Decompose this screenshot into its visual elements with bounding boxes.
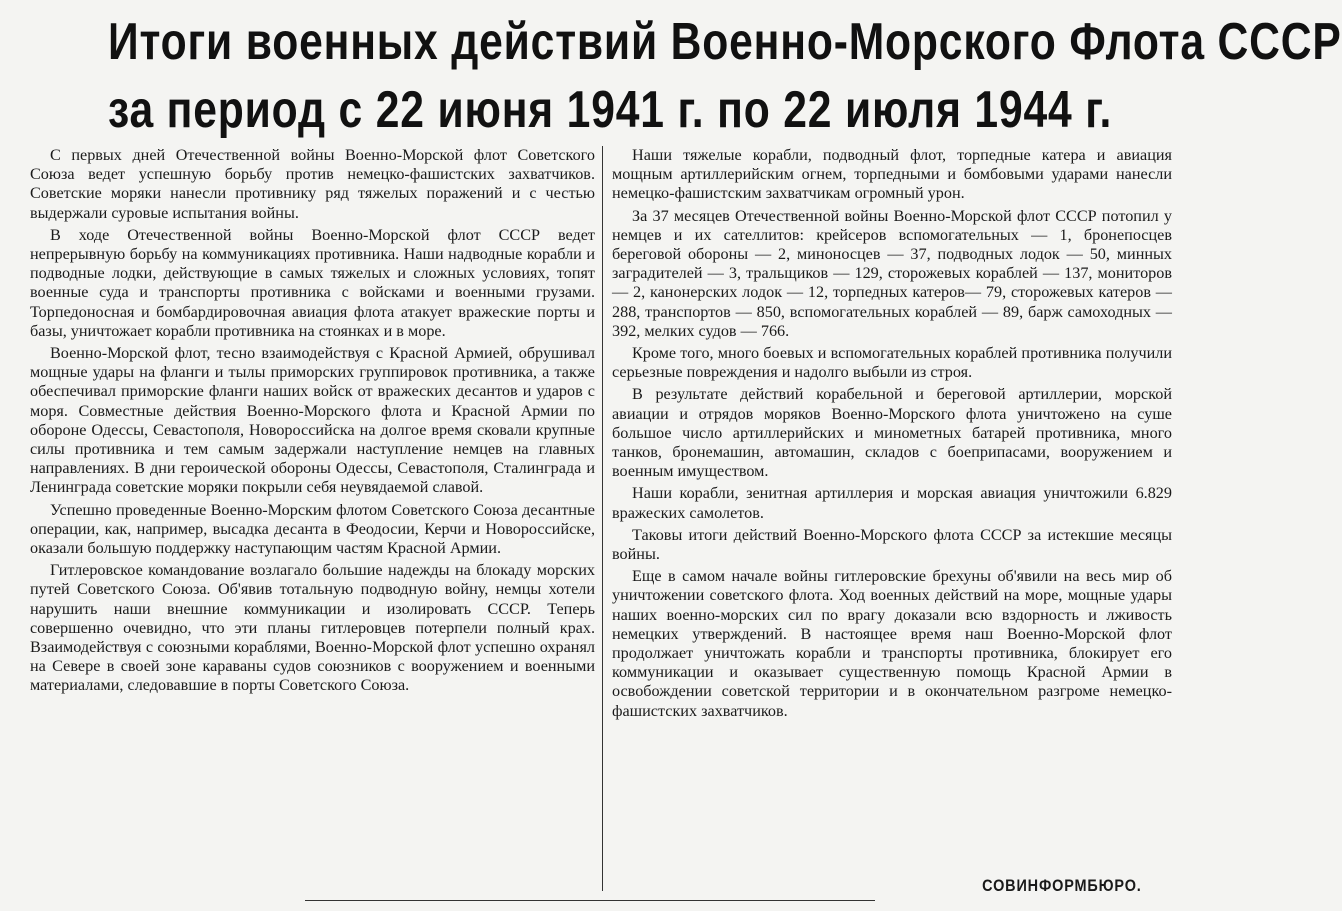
paragraph: С первых дней Отечественной войны Военно-Морской флот Советского Союза ведет успешную борьбу против немецко-фашистских захватчиков. Советские моряки нанесли противнику ряд тяжелых поражений и с честью выдержали суровые испытания войны. bbox=[30, 146, 595, 222]
column-divider bbox=[602, 146, 603, 891]
paragraph: Успешно проведенные Военно-Морским флотом Советского Союза десантные операции, как, например, высадка десанта в Феодосии, Керчи и Новороссийске, оказали большую поддержку наступающим частям Красной Армии. bbox=[30, 500, 595, 558]
left-column bbox=[30, 146, 595, 699]
paragraph: Гитлеровское командование возлагало большие надежды на блокаду морских путей Советского Союза. Об'явив тотальную подводную войну, немцы хотели нарушить наши внешние коммуникации и изолировать СССР. Теперь совершенно очевидно, что эти планы гитлеровцев потерпели полный крах. Взаимодействуя с союзными кораблями, Военно-Морской флот успешно охранял на Севере в своей зоне караваны судов союзников с вооружением и военными материалами, следовавшие в порты Советского Союза. bbox=[30, 561, 595, 695]
paragraph: Военно-Морской флот, тесно взаимодействуя с Красной Армией, обрушивал мощные удары на фланги и тылы приморских группировок противника, а также обеспечивал приморские фланги наших войск от вражеских десантов и ударов с моря. Совместные действия Военно-Морского флота и Красной Армии по обороне Одессы, Севастополя, Новороссийска на долгое время сковали крупные силы противника и тем самым задержали наступление немцев на главных направлениях. В дни героической обороны Одессы, Севастополя, Сталинграда и Ленинграда советские моряки покрыли себя неувядаемой славой. bbox=[30, 344, 595, 497]
paragraph: В результате действий корабельной и береговой артиллерии, морской авиации и отрядов моряков Военно-Морского флота уничтожено на суше большое число артиллерийских и минометных батарей противника, много танков, бронемашин, автомашин, складов с боеприпасами, вооружением и военным имуществом. bbox=[612, 385, 1172, 481]
right-column bbox=[612, 146, 1172, 724]
headline bbox=[108, 8, 1342, 144]
paragraph: Кроме того, много боевых и вспомогательных кораблей противника получили серьезные повреждения и надолго выбыли из строя. bbox=[612, 344, 1172, 382]
paragraph: В ходе Отечественной войны Военно-Морской флот СССР ведет непрерывную борьбу на коммуникациях противника. Наши надводные корабли и подводные лодки, действующие в самых тяжелых и сложных условиях, топят военные суда и транспорты противника с войсками и военными грузами. Торпедоносная и бомбардировочная авиация флота атакует вражеские порты и базы, уничтожает корабли противника на стоянках и в море. bbox=[30, 225, 595, 340]
paragraph: За 37 месяцев Отечественной войны Военно-Морской флот СССР потопил у немцев и их сателлитов: крейсеров вспомогательных — 1, бронепосцев береговой обороны — 2, миноносцев — 37, подводных лодок — 50, минных заградителей — 3, тральщиков — 129, сторожевых кораблей — 137, мониторов — 2, канонерских лодок — 12, торпедных катеров— 79, сторожевых катеров — 288, транспортов — 850, вспомогательных кораблей — 89, барж самоходных — 392, мелких судов — 766. bbox=[612, 206, 1172, 340]
paragraph: Таковы итоги действий Военно-Морского флота СССР за истекшие месяцы войны. bbox=[612, 525, 1172, 564]
paragraph: Наши тяжелые корабли, подводный флот, торпедные катера и авиация мощным артиллерийским огнем, торпедными и бомбовыми ударами нанесли немецко-фашистским захватчикам огромный урон. bbox=[612, 146, 1172, 203]
signature: СОВИНФОРМБЮРО. bbox=[982, 876, 1142, 895]
headline-line-2: за период с 22 июня 1941 г. по 22 июля 1944 г. bbox=[108, 81, 1113, 139]
paragraph: Наши корабли, зенитная артиллерия и морская авиация уничтожили 6.829 вражеских самолетов. bbox=[612, 484, 1172, 522]
paragraph: Еще в самом начале войны гитлеровские брехуны об'явили на весь мир об уничтожении советского флота. Ход военных действий на море, мощные удары наших военно-морских сил по врагу доказали всю вздорность и лживость немецких утверждений. В настоящее время наш Военно-Морской флот продолжает уничтожать корабли и транспорты противника, блокирует его коммуникации и оказывает существенную помощь Красной Армии в освобождении советской территории и в окончательном разгроме немецко-фашистских захватчиков. bbox=[612, 567, 1172, 720]
headline-line-1: Итоги военных действий Военно-Морского Флота СССР bbox=[108, 13, 1342, 71]
bottom-rule bbox=[305, 900, 875, 901]
